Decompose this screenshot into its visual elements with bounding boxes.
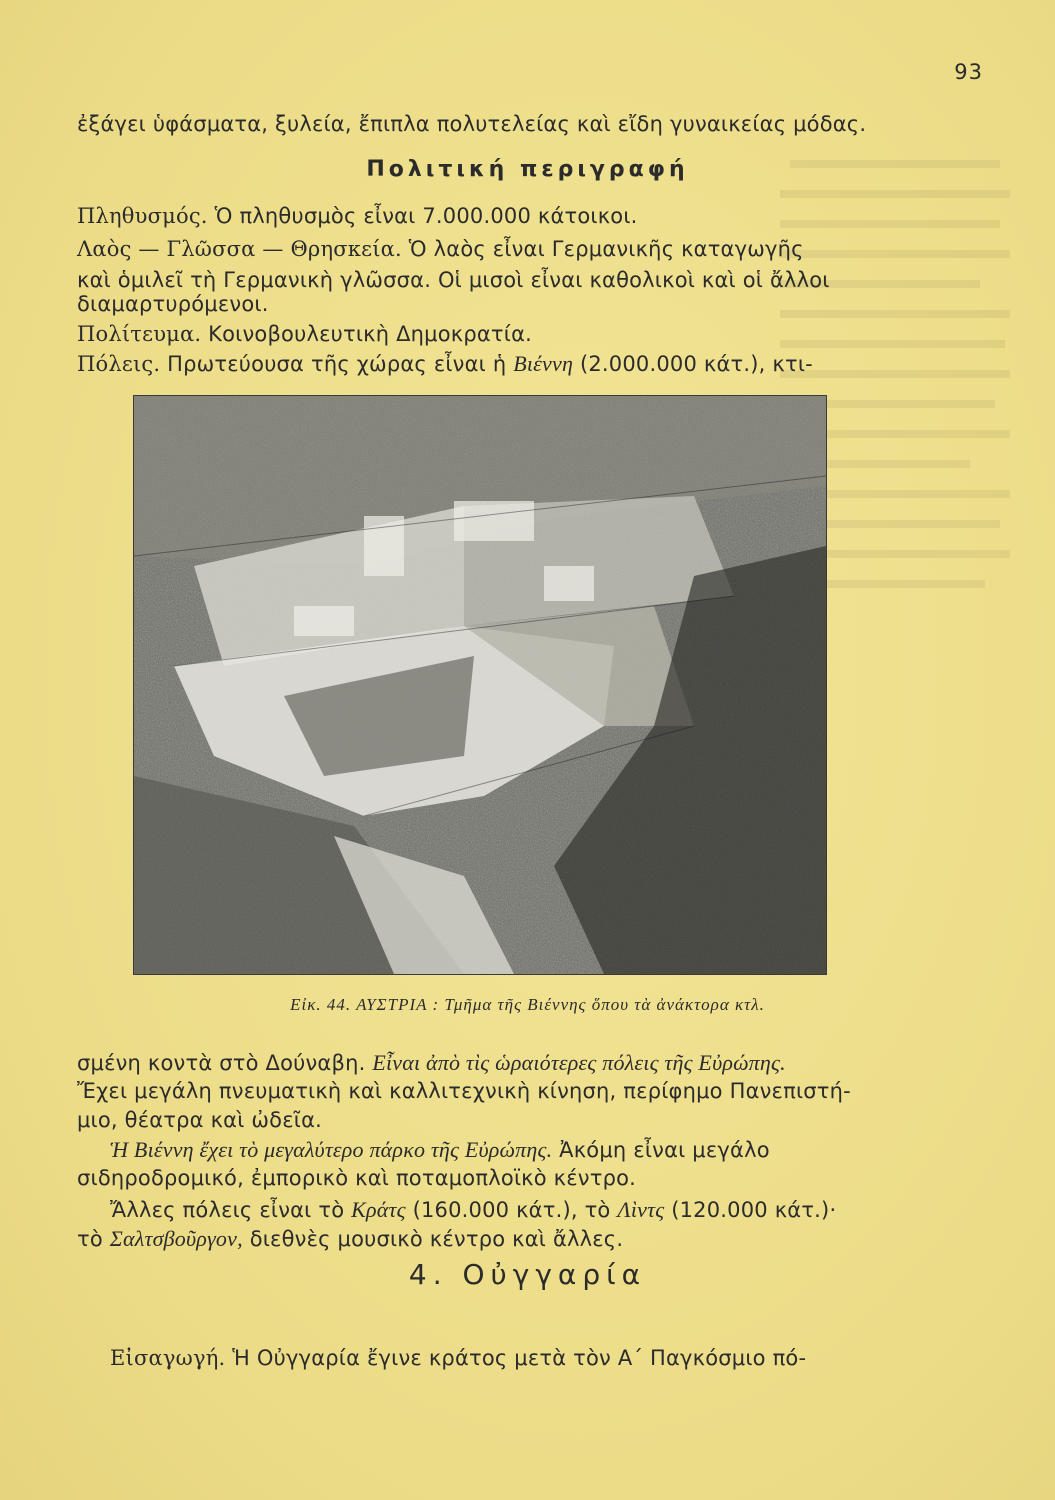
- text-line: διαμαρτυρόμενοι.: [77, 292, 269, 316]
- text-line: Πολίτευμα. Κοινοβουλευτικὴ Δημοκρατία.: [77, 322, 533, 346]
- text-line: Λαὸς — Γλῶσσα — Θρησκεία. Ὁ λαὸς εἶναι Γερμανικῆς καταγωγῆς: [77, 237, 804, 261]
- chapter-heading: 4. Οὐγγαρία: [408, 1258, 647, 1291]
- text-line: καὶ ὁμιλεῖ τὴ Γερμανικὴ γλῶσσα. Οἱ μισοὶ εἶναι καθολικοὶ καὶ οἱ ἄλλοι: [77, 268, 830, 292]
- text-line: σμένη κοντὰ στὸ Δούναβη. Εἶναι ἀπὸ τὶς ὡραιότερες πόλεις τῆς Εὐρώπης.: [77, 1050, 786, 1075]
- text-line: Πόλεις. Πρωτεύουσα τῆς χώρας εἶναι ἡ Βιέννη (2.000.000 κάτ.), κτι-: [77, 351, 813, 376]
- text-line: Ἡ Βιέννη ἔχει τὸ μεγαλύτερο πάρκο τῆς Εὐρώπης. Ἀκόμη εἶναι μεγάλο: [110, 1137, 770, 1162]
- text-line: μιο, θέατρα καὶ ὠδεῖα.: [77, 1108, 323, 1132]
- figure-caption: Εἰκ. 44. ΑΥΣΤΡΙΑ : Τμῆμα τῆς Βιέννης ὅπου τὰ ἀνάκτορα κτλ.: [290, 995, 765, 1014]
- text-line: τὸ Σαλτσβοῦργον, διεθνὲς μουσικὸ κέντρο καὶ ἄλλες.: [77, 1226, 624, 1251]
- text-line: Ἔχει μεγάλη πνευματικὴ καὶ καλλιτεχνικὴ κίνηση, περίφημο Πανεπιστή-: [77, 1079, 851, 1103]
- text-line: σιδηροδρομικό, ἐμπορικὸ καὶ ποταμοπλοϊκὸ κέντρο.: [77, 1166, 637, 1190]
- page-number: 93: [954, 60, 983, 84]
- vienna-aerial-photo: [133, 395, 827, 975]
- section-heading: Πολιτική περιγραφή: [366, 157, 689, 182]
- text-line: ἐξάγει ὑφάσματα, ξυλεία, ἔπιπλα πολυτελείας καὶ εἴδη γυναικείας μόδας.: [77, 112, 867, 136]
- text-line: Πληθυσμός. Ὁ πληθυσμὸς εἶναι 7.000.000 κάτοικοι.: [77, 204, 638, 228]
- text-line: Ἄλλες πόλεις εἶναι τὸ Κράτς (160.000 κάτ.), τὸ Λὶντς (120.000 κάτ.)·: [110, 1197, 837, 1222]
- text-line: Εἰσαγωγή. Ἡ Οὐγγαρία ἔγινε κράτος μετὰ τὸν Α΄ Παγκόσμιο πό-: [110, 1346, 807, 1370]
